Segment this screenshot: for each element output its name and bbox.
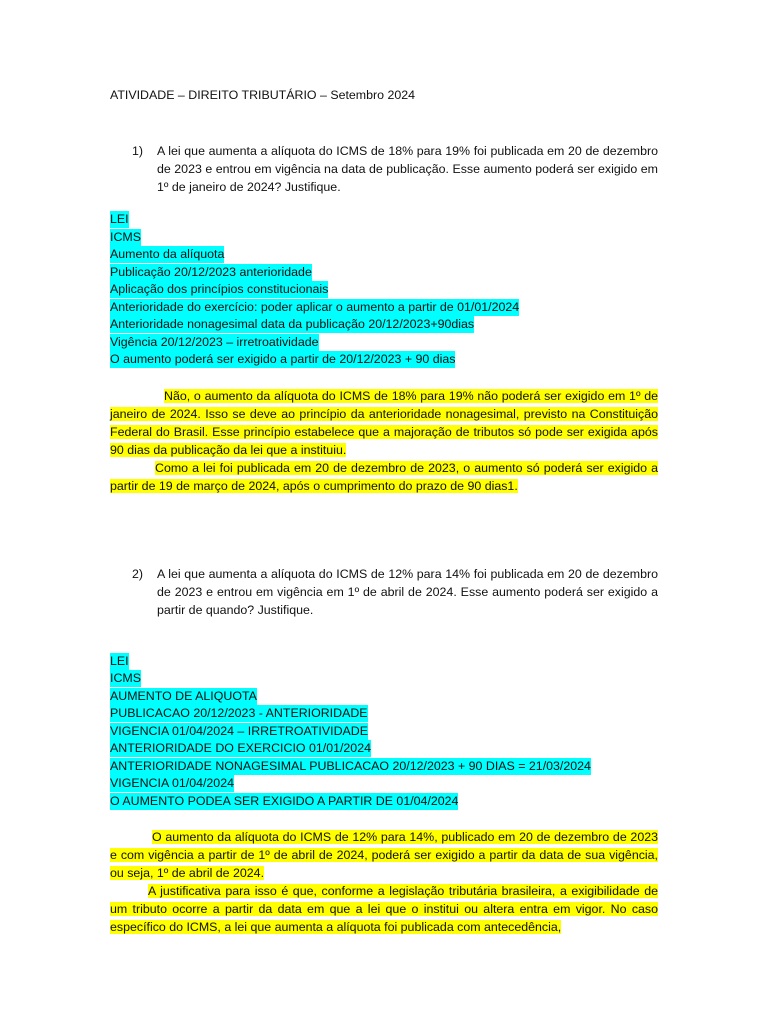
q2-answer-text-2: A justificativa para isso é que, conforme a legislação tributária brasileira, a exigibilidade de um tributo ocorre a partir da data em que a lei que o institui ou altera entra em vigor. No caso específico do ICMS, a lei que aumenta a alíquota foi publicada com antecedência,: [110, 884, 658, 934]
q2-note: ANTERIORIDADE DO EXERCICIO 01/01/2024: [110, 741, 371, 755]
q1-answer-text-2: Como a lei foi publicada em 20 de dezembro de 2023, o aumento só poderá ser exigido a partir de 19 de março de 2024, após o cumprimento do prazo de 90 dias1.: [110, 461, 658, 493]
q2-answer-paragraph-2: [110, 882, 658, 936]
q1-note: Aplicação dos princípios constitucionais: [110, 282, 329, 296]
q1-note: Publicação 20/12/2023 anterioridade: [110, 265, 312, 279]
q1-answer-paragraph-1: [110, 387, 658, 459]
q1-note: ICMS: [110, 230, 141, 244]
q1-note: Anterioridade nonagesimal data da publicação 20/12/2023+90dias: [110, 317, 475, 331]
q2-note: ANTERIORIDADE NONAGESIMAL PUBLICACAO 20/12/2023 + 90 DIAS = 21/03/2024: [110, 759, 591, 773]
q2-note: ICMS: [110, 671, 141, 685]
q2-note: PUBLICACAO 20/12/2023 - ANTERIORIDADE: [110, 706, 368, 720]
q2-answer-text-1: O aumento da alíquota do ICMS de 12% para 14%, publicado em 20 de dezembro de 2023 e com vigência a partir de 1º de abril de 2024, poderá ser exigido a partir da data de sua vigência, ou seja, 1º de abril de 2024.: [110, 830, 658, 880]
document-title: ATIVIDADE – DIREITO TRIBUTÁRIO – Setembro 2024: [110, 88, 416, 102]
question-1-text: A lei que aumenta a alíquota do ICMS de 18% para 19% foi publicada em 20 de dezembro de 2023 e entrou em vigência na data de publicação. Esse aumento poderá ser exigido em 1º de janeiro de 2024? Justifique.: [157, 144, 658, 194]
q2-note: O AUMENTO PODEA SER EXIGIDO A PARTIR DE 01/04/2024: [110, 794, 459, 808]
q1-answer-paragraph-2: [110, 459, 658, 495]
q1-note: Anterioridade do exercício: poder aplicar o aumento a partir de 01/01/2024: [110, 300, 520, 314]
question-2: [110, 565, 658, 619]
q2-note: VIGENCIA 01/04/2024: [110, 776, 234, 790]
q2-note: VIGENCIA 01/04/2024 – IRRETROATIVIDADE: [110, 724, 369, 738]
q1-note: LEI: [110, 212, 129, 226]
q2-note: AUMENTO DE ALIQUOTA: [110, 689, 257, 703]
q2-answer-paragraph-1: [110, 828, 658, 882]
question-2-number: 2): [132, 567, 144, 581]
question-1-number: 1): [132, 144, 144, 158]
q1-note: O aumento poderá ser exigido a partir de 20/12/2023 + 90 dias: [110, 352, 456, 366]
q2-note: LEI: [110, 654, 129, 668]
q1-answer-text-1: Não, o aumento da alíquota do ICMS de 18% para 19% não poderá ser exigido em 1º de janeiro de 2024. Isso se deve ao princípio da anterioridade nonagesimal, previsto na Constituição Federal do Brasil. Esse princípio estabelece que a majoração de tributos só pode ser exigida após 90 dias da publicação da lei que a instituiu.: [110, 389, 658, 457]
q1-note: Vigência 20/12/2023 – irretroatividade: [110, 335, 319, 349]
question-1: [110, 142, 658, 196]
q1-note: Aumento da alíquota: [110, 247, 225, 261]
question-2-text: A lei que aumenta a alíquota do ICMS de 12% para 14% foi publicada em 20 de dezembro de 2023 e entrou em vigência em 1º de abril de 2024. Esse aumento poderá ser exigido a partir de quando? Justifique.: [157, 567, 658, 617]
